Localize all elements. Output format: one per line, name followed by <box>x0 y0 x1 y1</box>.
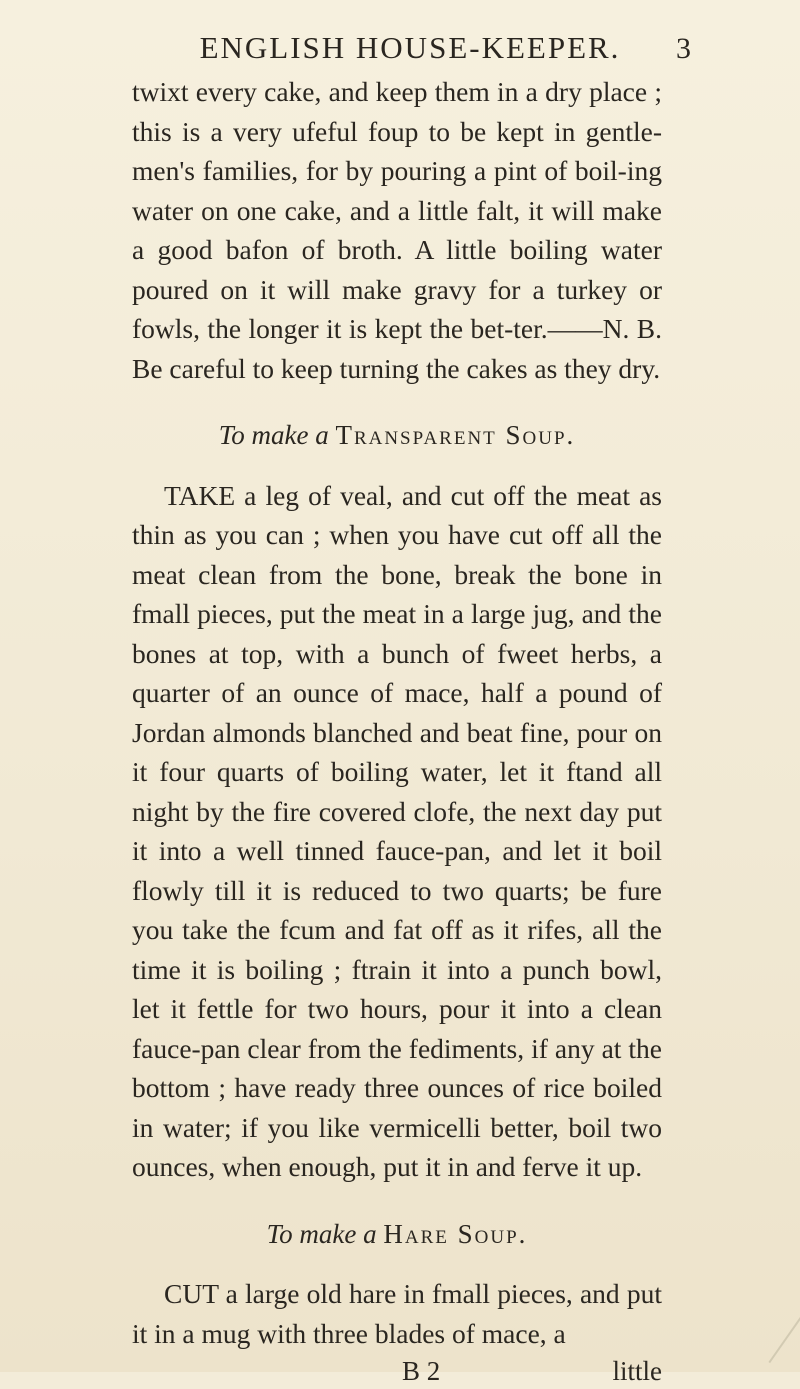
running-head: ENGLISH HOUSE-KEEPER. <box>199 30 621 65</box>
recipe-text-hare-soup: CUT a large old hare in fmall pieces, and put it in a mug with three blades of mace, a <box>132 1278 662 1349</box>
body-text <box>132 72 662 1389</box>
section-title-main: Transparent Soup. <box>335 420 576 450</box>
section-title-transparent-soup <box>132 416 662 456</box>
paper-mark <box>746 1297 800 1363</box>
section-title-main: Hare Soup. <box>383 1218 528 1249</box>
section-title-hare-soup <box>132 1215 662 1255</box>
recipe-text-transparent-soup: TAKE a leg of veal, and cut off the meat as thin as you can ; when you have cut off all the meat clean from the bone, break the bone in fmall pieces, put the meat in a large jug, and the bones at top, with a bunch of fweet herbs, a quarter of an ounce of mace, half a pound of Jordan almonds blanched and beat fine, pour on it four quarts of boiling water, let it ftand all night by the fire covered clofe, the next day put it into a well tinned fauce-pan, and let it boil flowly till it is reduced to two quarts; be fure you take the fcum and fat off as it rifes, all the time it is boiling ; ftrain it into a punch bowl, let it fettle for two hours, pour it into a clean fauce-pan clear from the fediments, if any at the bottom ; have ready three ounces of rice boiled in water; if you like vermicelli better, boil two ounces, when enough, put it in and ferve it up. <box>132 479 662 1182</box>
paragraph-continuation: twixt every cake, and keep them in a dry place ; this is a very ufeful foup to be kept in gentle-men's families, for by pouring a pint of boil-ing water on one cake, and a little falt, it will make a good bafon of broth. A little boiling water poured on it will make gravy for a turkey or fowls, the longer it is kept the bet-ter.——N. B. Be careful to keep turning the cakes as they dry. <box>132 76 662 384</box>
section-title-prefix: To make a <box>218 420 329 450</box>
footer-line <box>132 1353 662 1389</box>
signature-mark: B 2 <box>402 1356 441 1386</box>
catchword: little <box>612 1356 662 1386</box>
section-title-prefix: To make a <box>266 1218 377 1249</box>
page-number: 3 <box>676 32 691 65</box>
